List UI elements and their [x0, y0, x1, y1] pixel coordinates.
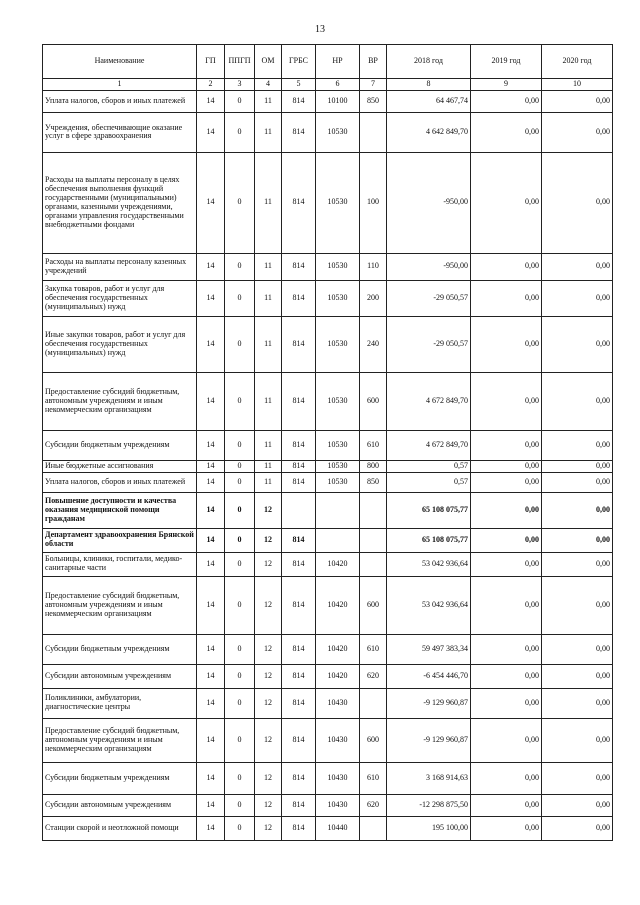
cell-nr: 10430 — [316, 688, 360, 718]
cell-om: 12 — [255, 528, 282, 552]
cell-y2018: 0,57 — [387, 472, 471, 492]
cell-om: 12 — [255, 762, 282, 794]
header-ppgp: ППГП — [225, 45, 255, 79]
cell-vr: 600 — [360, 718, 387, 762]
cell-ppgp: 0 — [225, 90, 255, 112]
cell-om: 11 — [255, 430, 282, 460]
cell-y2020: 0,00 — [542, 460, 613, 472]
cell-nr: 10420 — [316, 634, 360, 664]
cell-grbs: 814 — [282, 794, 316, 816]
cell-grbs: 814 — [282, 253, 316, 280]
cell-gp: 14 — [197, 634, 225, 664]
cell-ppgp: 0 — [225, 472, 255, 492]
cell-y2019: 0,00 — [471, 552, 542, 576]
cell-vr — [360, 492, 387, 528]
cell-grbs: 814 — [282, 634, 316, 664]
cell-grbs: 814 — [282, 316, 316, 372]
cell-gp: 14 — [197, 316, 225, 372]
cell-grbs: 814 — [282, 762, 316, 794]
cell-y2020: 0,00 — [542, 316, 613, 372]
cell-y2019: 0,00 — [471, 762, 542, 794]
cell-gp: 14 — [197, 152, 225, 253]
cell-y2020: 0,00 — [542, 794, 613, 816]
cell-y2020: 0,00 — [542, 112, 613, 152]
cell-om: 12 — [255, 492, 282, 528]
table-row — [43, 430, 613, 460]
cell-grbs: 814 — [282, 528, 316, 552]
table-row — [43, 528, 613, 552]
cell-vr: 100 — [360, 152, 387, 253]
cell-nr: 10530 — [316, 152, 360, 253]
cell-y2018: 65 108 075,77 — [387, 528, 471, 552]
cell-ppgp: 0 — [225, 688, 255, 718]
cell-gp: 14 — [197, 718, 225, 762]
column-number: 1 — [43, 79, 197, 91]
cell-gp: 14 — [197, 90, 225, 112]
cell-om: 12 — [255, 552, 282, 576]
table-row — [43, 280, 613, 316]
table-row — [43, 688, 613, 718]
cell-name: Субсидии автономным учреждениям — [43, 794, 197, 816]
cell-y2019: 0,00 — [471, 664, 542, 688]
cell-y2018: 53 042 936,64 — [387, 552, 471, 576]
table-row — [43, 253, 613, 280]
cell-grbs: 814 — [282, 112, 316, 152]
cell-name: Уплата налогов, сборов и иных платежей — [43, 472, 197, 492]
cell-ppgp: 0 — [225, 112, 255, 152]
cell-grbs: 814 — [282, 688, 316, 718]
cell-y2018: 0,57 — [387, 460, 471, 472]
cell-name: Иные бюджетные ассигнования — [43, 460, 197, 472]
cell-name: Субсидии бюджетным учреждениям — [43, 430, 197, 460]
cell-vr: 610 — [360, 430, 387, 460]
cell-y2019: 0,00 — [471, 152, 542, 253]
header-2018: 2018 год — [387, 45, 471, 79]
table-row — [43, 472, 613, 492]
cell-nr: 10420 — [316, 552, 360, 576]
cell-vr: 610 — [360, 634, 387, 664]
cell-grbs: 814 — [282, 280, 316, 316]
cell-y2019: 0,00 — [471, 816, 542, 840]
cell-nr: 10430 — [316, 718, 360, 762]
cell-vr — [360, 688, 387, 718]
cell-grbs: 814 — [282, 90, 316, 112]
cell-vr: 850 — [360, 90, 387, 112]
cell-ppgp: 0 — [225, 460, 255, 472]
cell-y2019: 0,00 — [471, 280, 542, 316]
cell-y2018: 59 497 383,34 — [387, 634, 471, 664]
table-row — [43, 112, 613, 152]
cell-y2018: -950,00 — [387, 253, 471, 280]
cell-ppgp: 0 — [225, 372, 255, 430]
cell-om: 12 — [255, 718, 282, 762]
cell-nr: 10420 — [316, 576, 360, 634]
cell-om: 12 — [255, 816, 282, 840]
cell-grbs: 814 — [282, 552, 316, 576]
cell-y2020: 0,00 — [542, 90, 613, 112]
cell-name: Расходы на выплаты персоналу в целях обеспечения выполнения функций государственными (муниципальными) органами, казенными учреждениями, органами управления государственными внебюджетными фондами — [43, 152, 197, 253]
cell-y2020: 0,00 — [542, 280, 613, 316]
column-number: 10 — [542, 79, 613, 91]
cell-ppgp: 0 — [225, 794, 255, 816]
cell-nr: 10430 — [316, 794, 360, 816]
column-number: 9 — [471, 79, 542, 91]
cell-y2020: 0,00 — [542, 253, 613, 280]
cell-grbs: 814 — [282, 372, 316, 430]
cell-gp: 14 — [197, 280, 225, 316]
budget-table — [42, 44, 613, 841]
cell-gp: 14 — [197, 816, 225, 840]
cell-y2018: 4 672 849,70 — [387, 372, 471, 430]
cell-name: Иные закупки товаров, работ и услуг для обеспечения государственных (муниципальных) нужд — [43, 316, 197, 372]
cell-y2020: 0,00 — [542, 688, 613, 718]
cell-y2019: 0,00 — [471, 253, 542, 280]
cell-om: 12 — [255, 688, 282, 718]
table-row — [43, 664, 613, 688]
cell-gp: 14 — [197, 528, 225, 552]
header-gp: ГП — [197, 45, 225, 79]
cell-name: Субсидии бюджетным учреждениям — [43, 762, 197, 794]
table-row — [43, 152, 613, 253]
cell-ppgp: 0 — [225, 253, 255, 280]
column-number: 8 — [387, 79, 471, 91]
header-2019: 2019 год — [471, 45, 542, 79]
cell-name: Станции скорой и неотложной помощи — [43, 816, 197, 840]
cell-vr: 620 — [360, 664, 387, 688]
header-row — [43, 45, 613, 79]
cell-om: 11 — [255, 152, 282, 253]
header-om: ОМ — [255, 45, 282, 79]
cell-ppgp: 0 — [225, 280, 255, 316]
cell-y2018: 64 467,74 — [387, 90, 471, 112]
cell-name: Уплата налогов, сборов и иных платежей — [43, 90, 197, 112]
cell-y2018: 4 642 849,70 — [387, 112, 471, 152]
table-row — [43, 816, 613, 840]
table-row — [43, 492, 613, 528]
column-number: 3 — [225, 79, 255, 91]
cell-vr: 200 — [360, 280, 387, 316]
cell-gp: 14 — [197, 430, 225, 460]
cell-y2020: 0,00 — [542, 492, 613, 528]
cell-name: Учреждения, обеспечивающие оказание услуг в сфере здравоохранения — [43, 112, 197, 152]
cell-ppgp: 0 — [225, 528, 255, 552]
cell-nr: 10530 — [316, 430, 360, 460]
column-number-row — [43, 79, 613, 91]
cell-y2020: 0,00 — [542, 664, 613, 688]
cell-grbs: 814 — [282, 472, 316, 492]
cell-nr: 10530 — [316, 280, 360, 316]
cell-y2019: 0,00 — [471, 576, 542, 634]
column-number: 2 — [197, 79, 225, 91]
cell-ppgp: 0 — [225, 492, 255, 528]
column-number: 5 — [282, 79, 316, 91]
cell-y2020: 0,00 — [542, 816, 613, 840]
cell-y2018: -6 454 446,70 — [387, 664, 471, 688]
cell-vr — [360, 528, 387, 552]
cell-vr: 240 — [360, 316, 387, 372]
table-row — [43, 634, 613, 664]
cell-vr — [360, 816, 387, 840]
cell-y2020: 0,00 — [542, 634, 613, 664]
cell-y2020: 0,00 — [542, 472, 613, 492]
cell-om: 12 — [255, 794, 282, 816]
cell-y2019: 0,00 — [471, 492, 542, 528]
cell-vr: 620 — [360, 794, 387, 816]
cell-om: 12 — [255, 634, 282, 664]
cell-nr — [316, 528, 360, 552]
cell-y2018: 195 100,00 — [387, 816, 471, 840]
cell-ppgp: 0 — [225, 762, 255, 794]
table-row — [43, 316, 613, 372]
cell-nr: 10100 — [316, 90, 360, 112]
cell-y2020: 0,00 — [542, 528, 613, 552]
cell-y2019: 0,00 — [471, 112, 542, 152]
cell-om: 11 — [255, 460, 282, 472]
cell-nr: 10430 — [316, 762, 360, 794]
cell-gp: 14 — [197, 552, 225, 576]
cell-grbs: 814 — [282, 152, 316, 253]
table-row — [43, 372, 613, 430]
cell-y2018: -9 129 960,87 — [387, 718, 471, 762]
cell-om: 11 — [255, 112, 282, 152]
cell-y2019: 0,00 — [471, 372, 542, 430]
cell-gp: 14 — [197, 664, 225, 688]
cell-name: Предоставление субсидий бюджетным, автономным учреждениям и иным некоммерческим организациям — [43, 718, 197, 762]
cell-y2018: 3 168 914,63 — [387, 762, 471, 794]
table-row — [43, 794, 613, 816]
cell-grbs: 814 — [282, 816, 316, 840]
cell-name: Департамент здравоохранения Брянской области — [43, 528, 197, 552]
cell-name: Повышение доступности и качества оказания медицинской помощи гражданам — [43, 492, 197, 528]
cell-ppgp: 0 — [225, 552, 255, 576]
cell-ppgp: 0 — [225, 576, 255, 634]
cell-y2020: 0,00 — [542, 576, 613, 634]
cell-om: 11 — [255, 372, 282, 430]
cell-vr — [360, 112, 387, 152]
cell-gp: 14 — [197, 794, 225, 816]
cell-nr: 10530 — [316, 372, 360, 430]
cell-y2020: 0,00 — [542, 372, 613, 430]
cell-grbs: 814 — [282, 430, 316, 460]
cell-y2020: 0,00 — [542, 718, 613, 762]
cell-gp: 14 — [197, 576, 225, 634]
header-nr: НР — [316, 45, 360, 79]
cell-ppgp: 0 — [225, 816, 255, 840]
cell-om: 12 — [255, 576, 282, 634]
cell-gp: 14 — [197, 688, 225, 718]
cell-y2019: 0,00 — [471, 316, 542, 372]
cell-vr: 610 — [360, 762, 387, 794]
cell-nr: 10530 — [316, 316, 360, 372]
cell-vr: 110 — [360, 253, 387, 280]
cell-y2018: 65 108 075,77 — [387, 492, 471, 528]
cell-nr: 10530 — [316, 472, 360, 492]
table-row — [43, 90, 613, 112]
cell-name: Предоставление субсидий бюджетным, автономным учреждениям и иным некоммерческим организациям — [43, 372, 197, 430]
cell-gp: 14 — [197, 762, 225, 794]
table-body — [43, 90, 613, 840]
cell-ppgp: 0 — [225, 664, 255, 688]
cell-gp: 14 — [197, 460, 225, 472]
cell-name: Предоставление субсидий бюджетным, автономным учреждениям и иным некоммерческим организациям — [43, 576, 197, 634]
header-2020: 2020 год — [542, 45, 613, 79]
cell-ppgp: 0 — [225, 430, 255, 460]
cell-ppgp: 0 — [225, 718, 255, 762]
cell-grbs: 814 — [282, 576, 316, 634]
cell-y2019: 0,00 — [471, 718, 542, 762]
cell-vr: 600 — [360, 576, 387, 634]
cell-y2020: 0,00 — [542, 762, 613, 794]
cell-y2018: -12 298 875,50 — [387, 794, 471, 816]
cell-nr: 10420 — [316, 664, 360, 688]
cell-y2019: 0,00 — [471, 430, 542, 460]
cell-gp: 14 — [197, 253, 225, 280]
cell-y2018: -950,00 — [387, 152, 471, 253]
cell-ppgp: 0 — [225, 634, 255, 664]
cell-y2019: 0,00 — [471, 528, 542, 552]
cell-gp: 14 — [197, 112, 225, 152]
cell-vr — [360, 552, 387, 576]
cell-name: Больницы, клиники, госпитали, медико-санитарные части — [43, 552, 197, 576]
cell-nr — [316, 492, 360, 528]
cell-name: Закупка товаров, работ и услуг для обеспечения государственных (муниципальных) нужд — [43, 280, 197, 316]
cell-vr: 600 — [360, 372, 387, 430]
cell-y2018: 53 042 936,64 — [387, 576, 471, 634]
cell-y2019: 0,00 — [471, 688, 542, 718]
cell-y2018: 4 672 849,70 — [387, 430, 471, 460]
cell-name: Расходы на выплаты персоналу казенных учреждений — [43, 253, 197, 280]
cell-name: Субсидии бюджетным учреждениям — [43, 634, 197, 664]
cell-gp: 14 — [197, 472, 225, 492]
header-grbs: ГРБС — [282, 45, 316, 79]
cell-y2019: 0,00 — [471, 460, 542, 472]
cell-om: 11 — [255, 280, 282, 316]
cell-grbs: 814 — [282, 460, 316, 472]
cell-y2018: -29 050,57 — [387, 280, 471, 316]
column-number: 6 — [316, 79, 360, 91]
cell-y2020: 0,00 — [542, 152, 613, 253]
cell-y2018: -29 050,57 — [387, 316, 471, 372]
cell-gp: 14 — [197, 492, 225, 528]
cell-name: Субсидии автономным учреждениям — [43, 664, 197, 688]
cell-y2019: 0,00 — [471, 472, 542, 492]
cell-om: 11 — [255, 316, 282, 372]
table-row — [43, 552, 613, 576]
cell-grbs: 814 — [282, 718, 316, 762]
cell-y2019: 0,00 — [471, 90, 542, 112]
cell-om: 12 — [255, 664, 282, 688]
page-number: 13 — [315, 24, 325, 35]
table-row — [43, 762, 613, 794]
column-number: 7 — [360, 79, 387, 91]
cell-grbs: 814 — [282, 664, 316, 688]
cell-y2020: 0,00 — [542, 430, 613, 460]
cell-y2018: -9 129 960,87 — [387, 688, 471, 718]
cell-gp: 14 — [197, 372, 225, 430]
cell-ppgp: 0 — [225, 316, 255, 372]
cell-nr: 10440 — [316, 816, 360, 840]
cell-om: 11 — [255, 253, 282, 280]
cell-nr: 10530 — [316, 253, 360, 280]
cell-vr: 800 — [360, 460, 387, 472]
table-row — [43, 718, 613, 762]
column-number: 4 — [255, 79, 282, 91]
cell-ppgp: 0 — [225, 152, 255, 253]
cell-om: 11 — [255, 472, 282, 492]
cell-nr: 10530 — [316, 112, 360, 152]
cell-y2019: 0,00 — [471, 794, 542, 816]
table-row — [43, 576, 613, 634]
cell-name: Поликлиники, амбулатории, диагностические центры — [43, 688, 197, 718]
cell-nr: 10530 — [316, 460, 360, 472]
header-vr: ВР — [360, 45, 387, 79]
header-name: Наименование — [43, 45, 197, 79]
cell-om: 11 — [255, 90, 282, 112]
cell-vr: 850 — [360, 472, 387, 492]
table-row — [43, 460, 613, 472]
cell-y2019: 0,00 — [471, 634, 542, 664]
cell-y2020: 0,00 — [542, 552, 613, 576]
cell-grbs — [282, 492, 316, 528]
